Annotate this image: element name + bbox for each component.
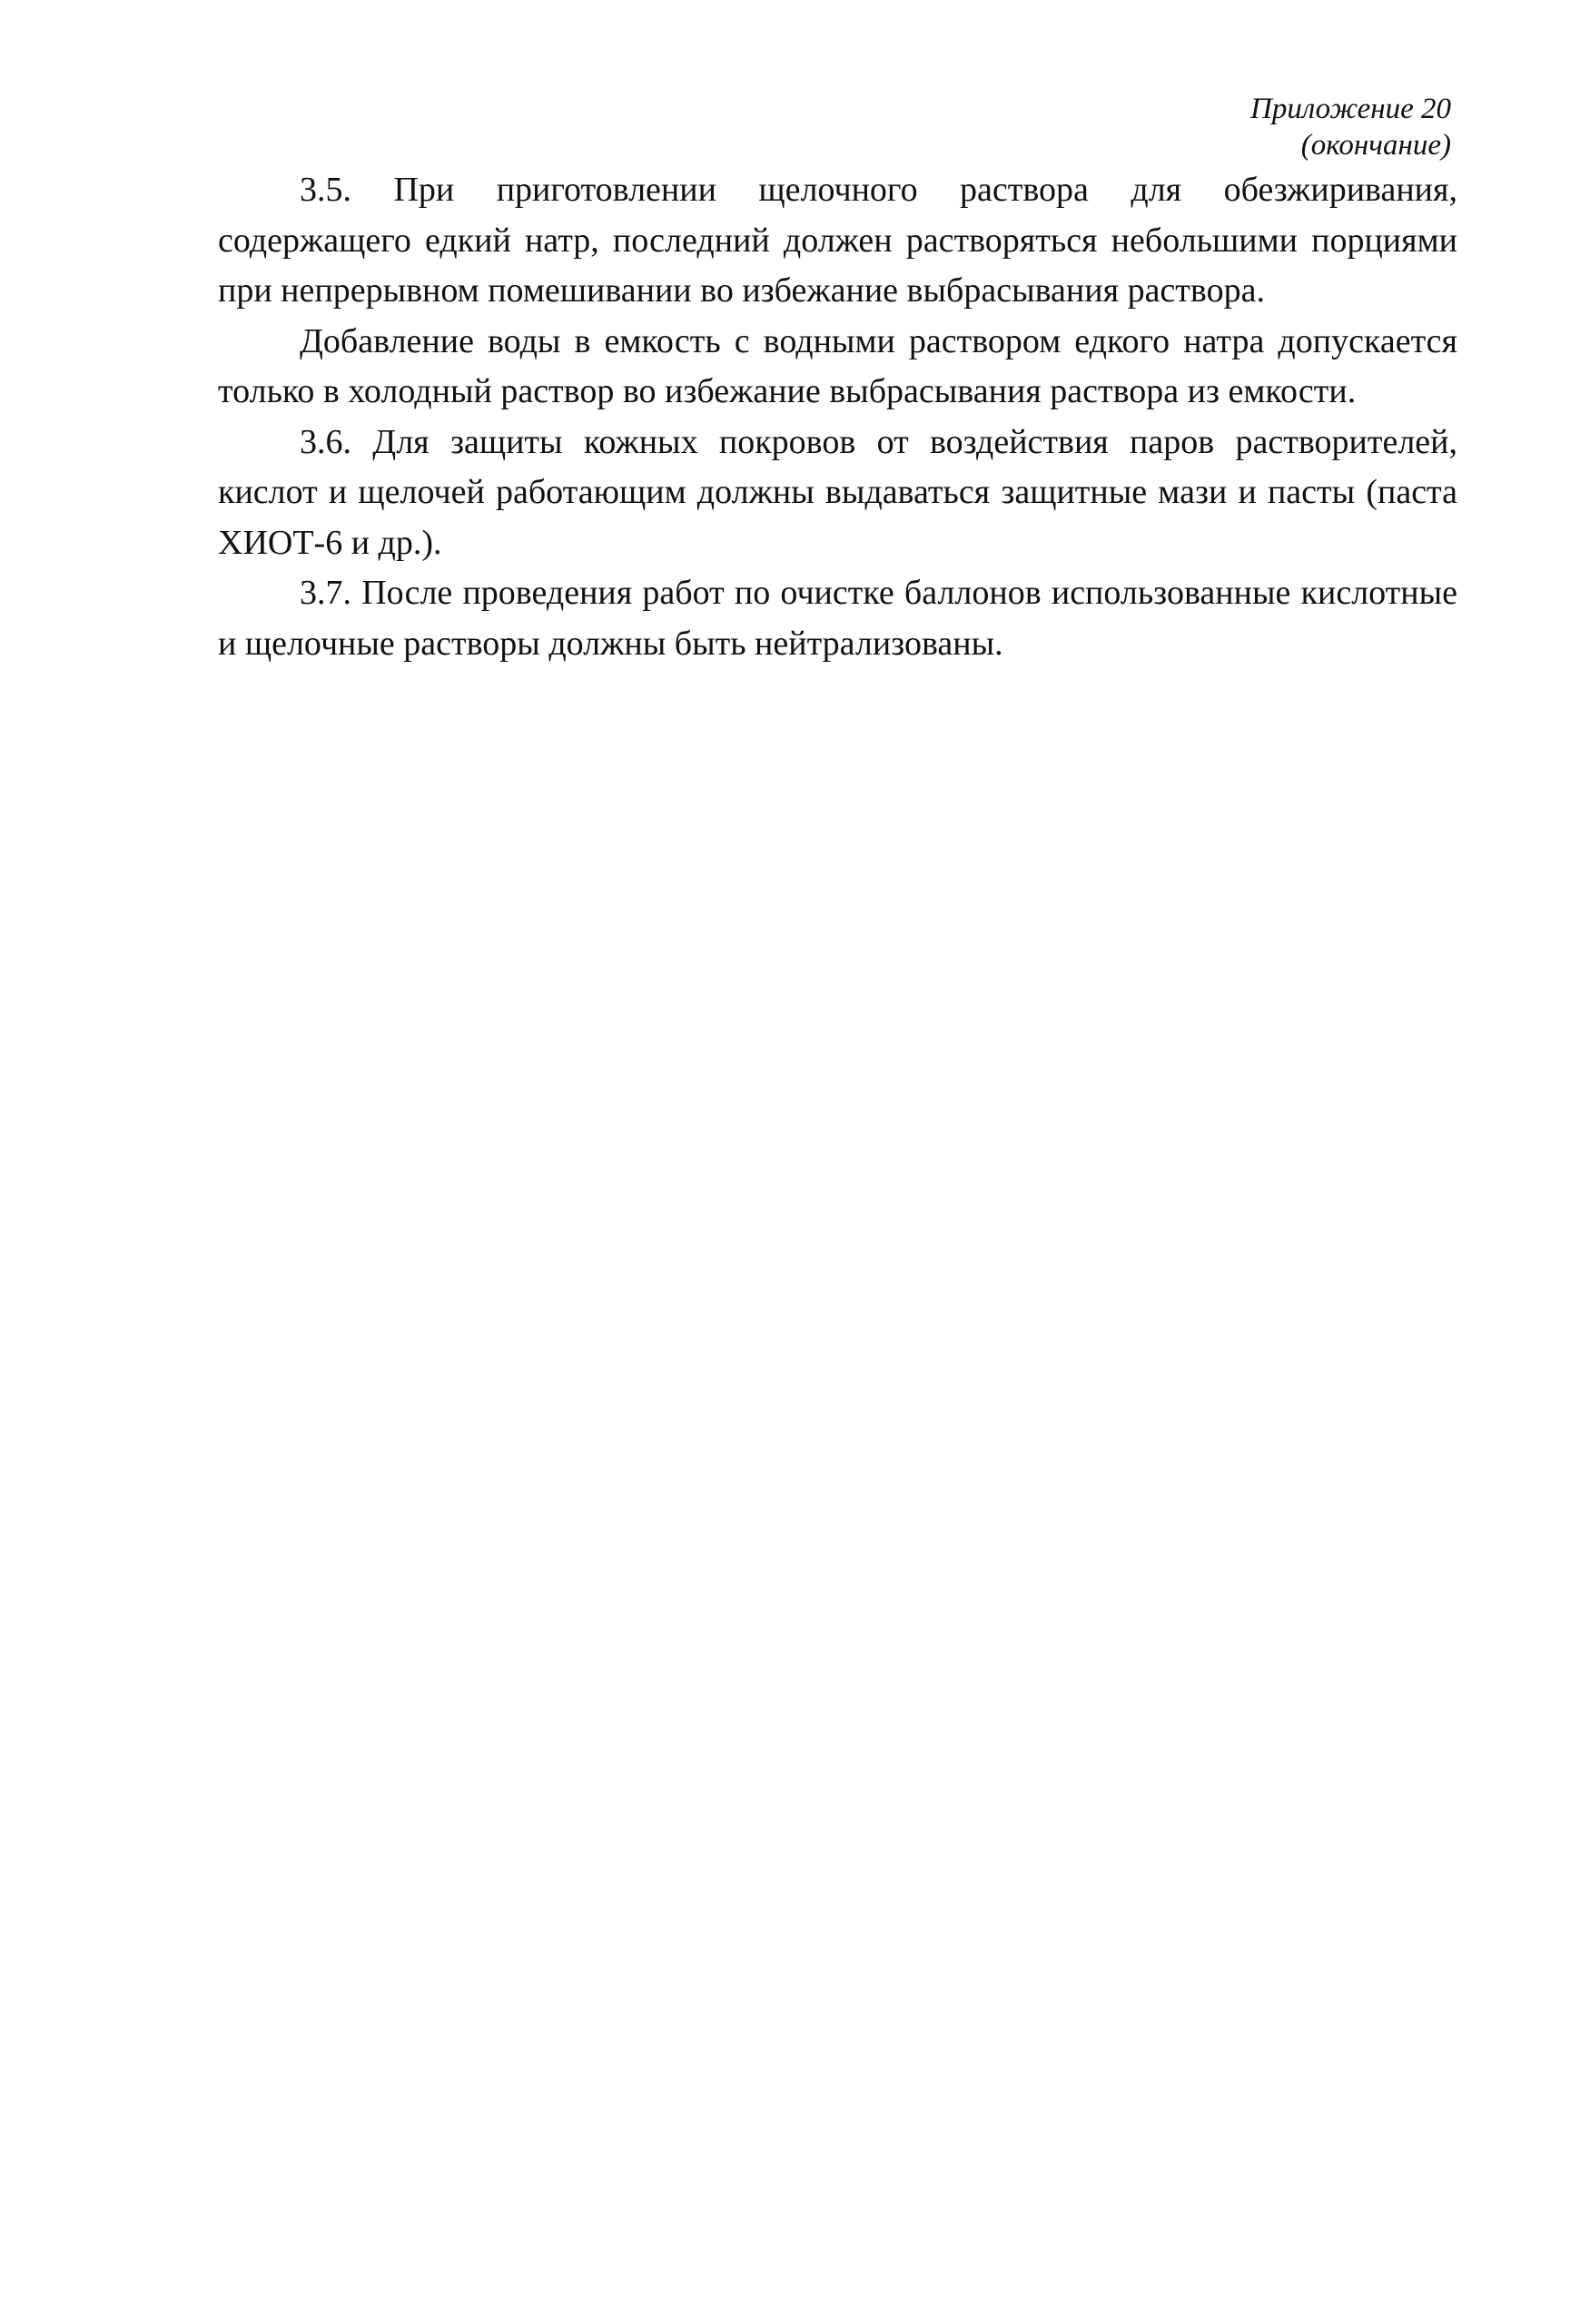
- paragraph-text: Добавление воды в емкость с водными раствором едкого натра допускается только в холодный раствор во избежание выбрасывания раствора из емкости.: [218, 321, 1457, 410]
- paragraph-number: 3.5.: [300, 171, 351, 209]
- paragraph-number: 3.6.: [300, 422, 351, 461]
- paragraph-3-7: [218, 568, 1457, 669]
- appendix-header: [1250, 91, 1451, 163]
- appendix-title: Приложение 20: [1250, 93, 1451, 125]
- paragraph-number: 3.7.: [300, 574, 351, 612]
- paragraph-text: После проведения работ по очистке баллонов использованные кислотные и щелочные растворы должны быть нейтрализованы.: [218, 574, 1458, 663]
- paragraph-3-6: [218, 418, 1457, 569]
- document-body: [218, 165, 1457, 669]
- paragraph-3-5: [218, 165, 1457, 317]
- appendix-subtitle: (окончание): [1300, 129, 1451, 162]
- paragraph-text: Для защиты кожных покровов от воздействия паров растворителей, кислот и щелочей работающим должны выдаваться защитные мази и пасты (паста ХИОТ-6 и др.).: [218, 422, 1457, 562]
- paragraph-text: При приготовлении щелочного раствора для обезжиривания, содержащего едкий натр, последний должен растворяться небольшими порциями при непрерывном помешивании во избежание выбрасывания раствора.: [218, 171, 1458, 310]
- paragraph-3-5-continued: [218, 317, 1457, 418]
